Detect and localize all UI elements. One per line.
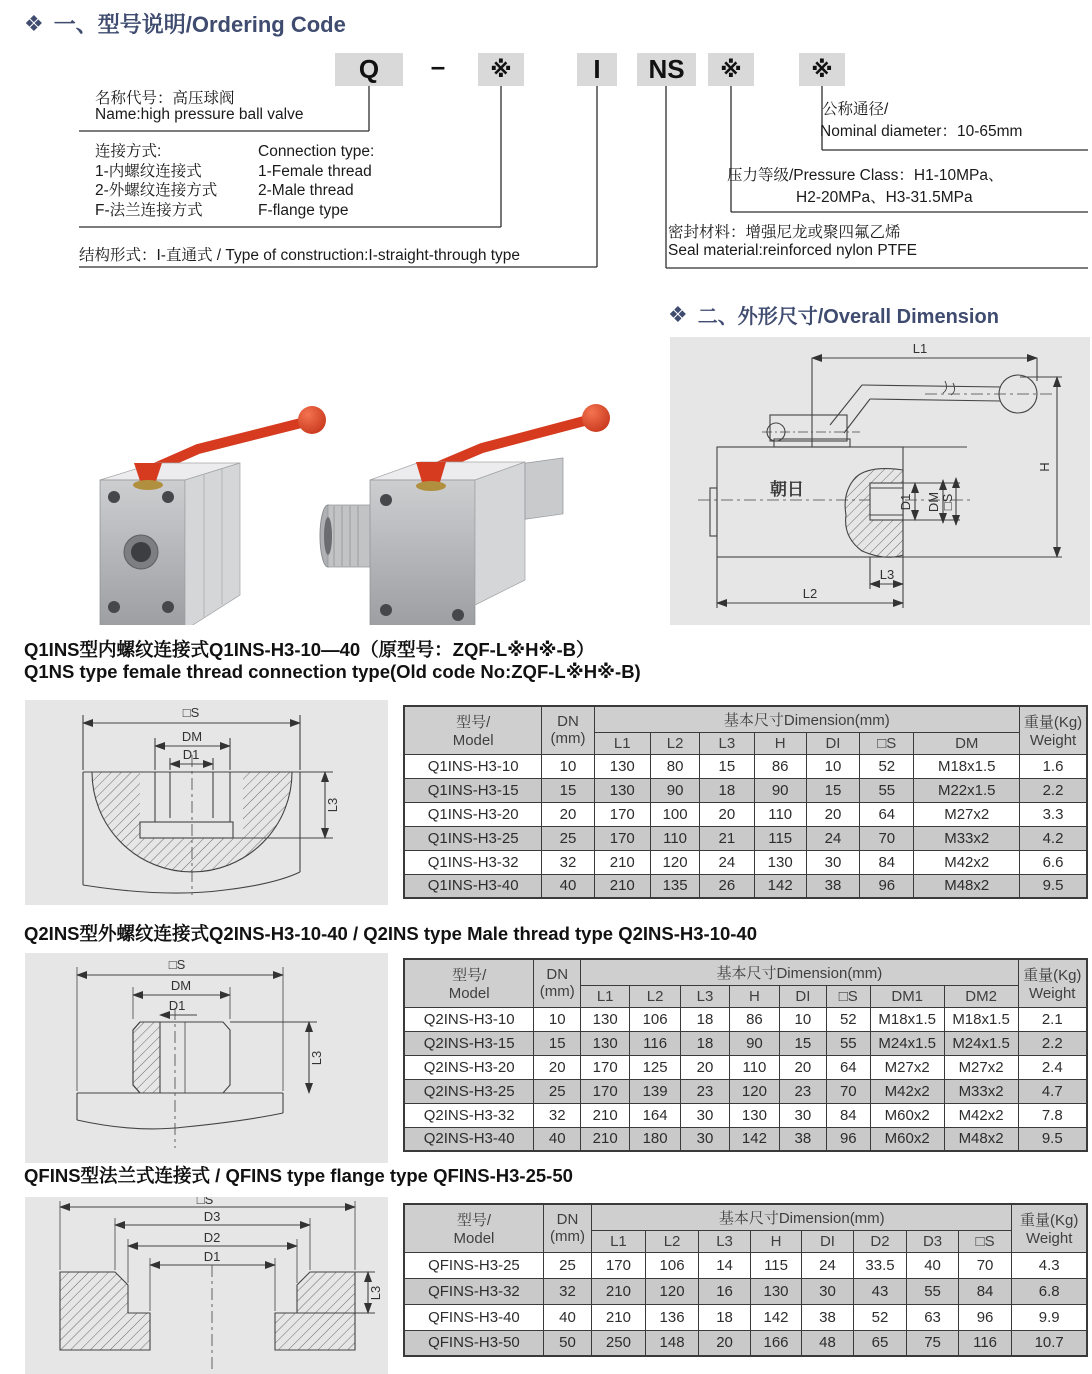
- table-row: [404, 802, 1087, 826]
- connection-list-en: [258, 142, 374, 220]
- name-label-en: Name:high pressure ball valve: [95, 106, 304, 123]
- cell-value: 9.5: [1020, 874, 1087, 898]
- cell-value: 24: [700, 850, 754, 874]
- dim-label-d3: D3: [203, 1209, 221, 1224]
- cell-value: 16: [699, 1278, 750, 1304]
- cell-value: 33.5: [853, 1252, 907, 1278]
- cell-value: 52: [826, 1007, 870, 1031]
- pressure-class-line2: H2-20MPa、H3-31.5MPa: [796, 189, 973, 206]
- header-dim-col: L3: [681, 985, 730, 1007]
- cell-value: 32: [542, 850, 594, 874]
- cell-value: 120: [645, 1278, 699, 1304]
- code-box-star2: ※: [708, 53, 754, 86]
- cell-value: 70: [958, 1252, 1012, 1278]
- cell-value: 142: [729, 1127, 779, 1151]
- qfins-table-grid: [403, 1203, 1088, 1357]
- connection-cn-line: 1-内螺纹连接式: [95, 162, 202, 180]
- cell-value: 170: [594, 802, 650, 826]
- cell-model: Q2INS-H3-20: [404, 1055, 534, 1079]
- cell-value: 110: [650, 826, 699, 850]
- connection-cn-line: F-法兰连接方式: [95, 201, 203, 219]
- cell-value: 40: [543, 1304, 591, 1330]
- cell-value: M27x2: [870, 1055, 944, 1079]
- q1ins-drawing: [25, 700, 388, 905]
- seal-label-cn: 密封材料：增强尼龙或聚四氟乙烯: [668, 224, 901, 241]
- cell-value: 10: [542, 754, 594, 778]
- cell-value: 250: [592, 1330, 646, 1356]
- cell-value: 20: [534, 1055, 581, 1079]
- cell-value: 65: [853, 1330, 907, 1356]
- cell-value: 125: [630, 1055, 681, 1079]
- cell-value: 10.7: [1012, 1330, 1087, 1356]
- dim-label-s: □S: [182, 705, 200, 720]
- cell-value: 52: [860, 754, 914, 778]
- dim-label-s: □S: [940, 493, 955, 511]
- q2ins-table: [403, 958, 1088, 1150]
- cell-value: 116: [958, 1330, 1012, 1356]
- cell-value: 180: [630, 1127, 681, 1151]
- header-dimensions: 基本尺寸Dimension(mm): [581, 959, 1018, 985]
- cell-value: 18: [681, 1031, 730, 1055]
- cell-value: 2.4: [1018, 1055, 1087, 1079]
- header-dim-col: L1: [592, 1230, 646, 1252]
- cell-value: 18: [699, 1304, 750, 1330]
- cell-value: 70: [826, 1079, 870, 1103]
- dim-label-s: □S: [196, 1197, 214, 1207]
- dim-label-d2: D2: [203, 1230, 221, 1245]
- cell-value: 21: [700, 826, 754, 850]
- dim-label-d1: D1: [898, 493, 913, 511]
- code-box-i: I: [577, 53, 617, 86]
- cell-model: Q1INS-H3-15: [404, 778, 542, 802]
- diamond-cluster-icon: ❖: [24, 10, 44, 36]
- cell-value: 130: [754, 850, 806, 874]
- cell-model: QFINS-H3-25: [404, 1252, 543, 1278]
- header-dim-col: H: [729, 985, 779, 1007]
- q1ins-title-en: Q1NS type female thread connection type(Old code No:ZQF-L※H※-B): [24, 661, 641, 682]
- cell-value: M48x2: [944, 1127, 1018, 1151]
- nominal-label-cn: 公称通径/: [822, 101, 889, 118]
- cell-value: 32: [534, 1103, 581, 1127]
- q1ins-drawing-panel: [25, 700, 388, 905]
- cell-value: 30: [802, 1278, 853, 1304]
- cell-value: 139: [630, 1079, 681, 1103]
- cell-value: 170: [581, 1079, 630, 1103]
- cell-value: 55: [907, 1278, 958, 1304]
- header-dimensions: 基本尺寸Dimension(mm): [592, 1204, 1012, 1230]
- header-dim-col: DM1: [870, 985, 944, 1007]
- cell-value: 86: [729, 1007, 779, 1031]
- cell-value: 210: [594, 874, 650, 898]
- header-dimensions: 基本尺寸Dimension(mm): [594, 706, 1019, 732]
- cell-value: 86: [754, 754, 806, 778]
- cell-value: 30: [681, 1103, 730, 1127]
- cell-value: M27x2: [944, 1055, 1018, 1079]
- header-model: 型号/ Model: [404, 959, 534, 1007]
- dim-label-l3: L3: [309, 1050, 324, 1066]
- header-dim-col: D2: [853, 1230, 907, 1252]
- q1ins-table: [403, 705, 1088, 897]
- cell-value: 43: [853, 1278, 907, 1304]
- cell-model: Q1INS-H3-32: [404, 850, 542, 874]
- cell-value: 55: [826, 1031, 870, 1055]
- cell-value: M24x1.5: [944, 1031, 1018, 1055]
- cell-value: 210: [594, 850, 650, 874]
- dim-label-h: H: [1037, 462, 1052, 472]
- header-dn: DN (mm): [542, 706, 594, 754]
- cell-value: 130: [594, 754, 650, 778]
- cell-value: 18: [700, 778, 754, 802]
- code-box-ns: NS: [637, 53, 696, 86]
- dim-label-d1: D1: [168, 998, 186, 1013]
- header-dim-col: L2: [630, 985, 681, 1007]
- cell-value: 40: [907, 1252, 958, 1278]
- header-dim-col: L1: [594, 732, 650, 754]
- cell-value: 10: [806, 754, 859, 778]
- cell-value: 130: [594, 778, 650, 802]
- cell-value: 120: [650, 850, 699, 874]
- cell-value: 63: [907, 1304, 958, 1330]
- cell-value: 55: [860, 778, 914, 802]
- cell-model: Q1INS-H3-40: [404, 874, 542, 898]
- table-row: [404, 874, 1087, 898]
- cell-value: 7.8: [1018, 1103, 1087, 1127]
- dim-label-l2: L2: [802, 586, 818, 601]
- cell-value: 4.3: [1012, 1252, 1087, 1278]
- cell-value: 6.6: [1020, 850, 1087, 874]
- header-weight: 重量(Kg) Weight: [1018, 959, 1087, 1007]
- cell-value: 4.7: [1018, 1079, 1087, 1103]
- cell-value: 10: [534, 1007, 581, 1031]
- cell-value: 90: [729, 1031, 779, 1055]
- header-weight: 重量(Kg) Weight: [1012, 1204, 1087, 1252]
- dim-label-dm: DM: [170, 978, 192, 993]
- brand-mark: 朝日: [770, 480, 804, 499]
- header-model: 型号/ Model: [404, 706, 542, 754]
- connection-cn-line: 2-外螺纹连接方式: [95, 182, 218, 199]
- cell-value: 100: [650, 802, 699, 826]
- header-dim-col: H: [750, 1230, 801, 1252]
- cell-value: 24: [806, 826, 859, 850]
- cell-value: 23: [681, 1079, 730, 1103]
- cell-model: QFINS-H3-50: [404, 1330, 543, 1356]
- cell-value: 25: [534, 1079, 581, 1103]
- cell-value: M60x2: [870, 1103, 944, 1127]
- header-dn: DN (mm): [543, 1204, 591, 1252]
- connection-en-line: F-flange type: [258, 201, 349, 219]
- header-dim-col: L3: [700, 732, 754, 754]
- cell-value: 25: [543, 1252, 591, 1278]
- cell-value: 30: [806, 850, 859, 874]
- header-dim-col: H: [754, 732, 806, 754]
- q2ins-table-grid: [403, 958, 1088, 1152]
- cell-value: 80: [650, 754, 699, 778]
- cell-value: 116: [630, 1031, 681, 1055]
- valve-photo-female-thread: [100, 406, 326, 625]
- cell-value: M33x2: [944, 1079, 1018, 1103]
- dim-label-d1: D1: [182, 747, 200, 762]
- connection-cn-line: 连接方式:: [95, 143, 162, 160]
- dim-label-l3: L3: [325, 797, 340, 813]
- cell-value: 90: [754, 778, 806, 802]
- header-dim-col: L1: [581, 985, 630, 1007]
- seal-label-en: Seal material:reinforced nylon PTFE: [668, 242, 917, 259]
- cell-value: 170: [592, 1252, 646, 1278]
- cell-value: 96: [826, 1127, 870, 1151]
- table-row: [404, 778, 1087, 802]
- header-model: 型号/ Model: [404, 1204, 543, 1252]
- cell-value: M48x2: [914, 874, 1020, 898]
- qfins-drawing: [25, 1197, 388, 1374]
- cell-value: 170: [581, 1055, 630, 1079]
- cell-value: M22x1.5: [914, 778, 1020, 802]
- cell-value: 30: [779, 1103, 826, 1127]
- cell-value: 130: [750, 1278, 801, 1304]
- q2ins-drawing: [25, 953, 388, 1163]
- connection-en-line: 2-Male thread: [258, 182, 354, 199]
- cell-value: 15: [779, 1031, 826, 1055]
- table-row: [404, 1007, 1087, 1031]
- header-dim-col: DI: [802, 1230, 853, 1252]
- cell-value: 142: [750, 1304, 801, 1330]
- header-dim-col: L3: [699, 1230, 750, 1252]
- qfins-table: [403, 1203, 1088, 1355]
- overall-dimension-panel: [670, 337, 1090, 625]
- cell-value: 52: [853, 1304, 907, 1330]
- section2-title-text: 二、外形尺寸/Overall Dimension: [697, 306, 999, 328]
- code-box-star3: ※: [799, 53, 845, 86]
- connection-en-line: Connection type:: [258, 143, 375, 160]
- cell-value: 64: [826, 1055, 870, 1079]
- cell-value: 120: [729, 1079, 779, 1103]
- cell-value: 20: [806, 802, 859, 826]
- cell-value: 84: [826, 1103, 870, 1127]
- cell-value: 210: [592, 1304, 646, 1330]
- cell-value: 170: [594, 826, 650, 850]
- cell-value: 1.6: [1020, 754, 1087, 778]
- cell-value: 148: [645, 1330, 699, 1356]
- cell-value: M18x1.5: [870, 1007, 944, 1031]
- cell-value: 96: [860, 874, 914, 898]
- cell-value: 38: [779, 1127, 826, 1151]
- q2ins-drawing-panel: [25, 953, 388, 1163]
- name-label-cn: 名称代号：高压球阀: [95, 90, 235, 107]
- code-box-star1: ※: [478, 53, 524, 86]
- table-row: [404, 1127, 1087, 1151]
- q1ins-table-grid: [403, 705, 1088, 899]
- cell-value: M42x2: [944, 1103, 1018, 1127]
- cell-value: 70: [860, 826, 914, 850]
- cell-value: 48: [802, 1330, 853, 1356]
- cell-value: 20: [681, 1055, 730, 1079]
- cell-value: 50: [543, 1330, 591, 1356]
- cell-model: Q2INS-H3-10: [404, 1007, 534, 1031]
- cell-value: 75: [907, 1330, 958, 1356]
- cell-model: Q1INS-H3-25: [404, 826, 542, 850]
- cell-model: QFINS-H3-32: [404, 1278, 543, 1304]
- construction-label: 结构形式：I-直通式 / Type of construction:I-straight-through type: [79, 247, 521, 264]
- table-row: [404, 1079, 1087, 1103]
- cell-value: 15: [534, 1031, 581, 1055]
- cell-value: 15: [806, 778, 859, 802]
- dim-label-s: □S: [168, 957, 186, 972]
- cell-value: 135: [650, 874, 699, 898]
- table-row: [404, 1055, 1087, 1079]
- code-separator: –: [430, 51, 446, 81]
- qfins-title: QFINS型法兰式连接式 / QFINS type flange type QFINS-H3-25-50: [24, 1165, 573, 1186]
- q1ins-title-cn: Q1INS型内螺纹连接式Q1INS-H3-10—40（原型号：ZQF-L※H※-B）: [24, 639, 595, 660]
- table-row: [404, 850, 1087, 874]
- dim-label-l3: L3: [368, 1285, 383, 1301]
- cell-model: Q1INS-H3-20: [404, 802, 542, 826]
- cell-value: 210: [581, 1127, 630, 1151]
- table-row: [404, 1304, 1087, 1330]
- table-row: [404, 1278, 1087, 1304]
- cell-value: 106: [630, 1007, 681, 1031]
- cell-value: 30: [681, 1127, 730, 1151]
- cell-value: 110: [754, 802, 806, 826]
- cell-value: 2.2: [1020, 778, 1087, 802]
- cell-value: 164: [630, 1103, 681, 1127]
- cell-value: M27x2: [914, 802, 1020, 826]
- cell-value: 32: [543, 1278, 591, 1304]
- overall-dimension-drawing: [670, 337, 1090, 625]
- cell-value: M24x1.5: [870, 1031, 944, 1055]
- cell-model: Q2INS-H3-40: [404, 1127, 534, 1151]
- cell-value: 84: [860, 850, 914, 874]
- code-box-q: Q: [335, 53, 403, 86]
- header-dim-col: L2: [650, 732, 699, 754]
- cell-model: QFINS-H3-40: [404, 1304, 543, 1330]
- product-photos: [25, 335, 665, 625]
- qfins-drawing-panel: [25, 1197, 388, 1374]
- cell-value: 136: [645, 1304, 699, 1330]
- header-dim-col: □S: [958, 1230, 1012, 1252]
- cell-value: M42x2: [914, 850, 1020, 874]
- section2-title: [668, 300, 999, 329]
- dim-label-dm: DM: [181, 729, 203, 744]
- cell-value: 210: [581, 1103, 630, 1127]
- cell-value: 2.1: [1018, 1007, 1087, 1031]
- header-dim-col: DI: [806, 732, 859, 754]
- cell-value: 142: [754, 874, 806, 898]
- cell-value: M18x1.5: [914, 754, 1020, 778]
- cell-value: 3.3: [1020, 802, 1087, 826]
- header-weight: 重量(Kg) Weight: [1020, 706, 1087, 754]
- cell-value: 115: [750, 1252, 801, 1278]
- dim-label-dm: DM: [926, 491, 941, 513]
- cell-value: 26: [700, 874, 754, 898]
- header-dim-col: L2: [645, 1230, 699, 1252]
- dim-label-d1: D1: [203, 1249, 221, 1264]
- header-dim-col: D3: [907, 1230, 958, 1252]
- cell-value: 130: [581, 1031, 630, 1055]
- cell-value: 110: [729, 1055, 779, 1079]
- pressure-class-line1: 压力等级/Pressure Class：H1-10MPa、: [727, 167, 1004, 184]
- cell-value: 20: [700, 802, 754, 826]
- cell-value: 14: [699, 1252, 750, 1278]
- dim-label-l1: L1: [912, 341, 928, 356]
- connection-en-line: 1-Female thread: [258, 162, 372, 180]
- cell-value: 96: [958, 1304, 1012, 1330]
- cell-value: 18: [681, 1007, 730, 1031]
- cell-value: 20: [779, 1055, 826, 1079]
- nominal-label-en: Nominal diameter：10-65mm: [820, 123, 1023, 140]
- header-dim-col: DM: [914, 732, 1020, 754]
- cell-model: Q2INS-H3-15: [404, 1031, 534, 1055]
- cell-value: 9.9: [1012, 1304, 1087, 1330]
- cell-value: 106: [645, 1252, 699, 1278]
- table-row: [404, 1330, 1087, 1356]
- cell-value: 4.2: [1020, 826, 1087, 850]
- cell-value: 40: [534, 1127, 581, 1151]
- cell-value: 166: [750, 1330, 801, 1356]
- table-row: [404, 1031, 1087, 1055]
- cell-value: 210: [592, 1278, 646, 1304]
- dim-label-l3: L3: [879, 567, 895, 582]
- cell-value: 24: [802, 1252, 853, 1278]
- cell-value: 130: [581, 1007, 630, 1031]
- cell-value: 84: [958, 1278, 1012, 1304]
- header-dim-col: DI: [779, 985, 826, 1007]
- table-row: [404, 1252, 1087, 1278]
- cell-value: 40: [542, 874, 594, 898]
- valve-photo-male-thread: [320, 404, 610, 625]
- cell-value: M60x2: [870, 1127, 944, 1151]
- cell-value: 25: [542, 826, 594, 850]
- table-row: [404, 754, 1087, 778]
- cell-value: 130: [729, 1103, 779, 1127]
- cell-model: Q1INS-H3-10: [404, 754, 542, 778]
- cell-value: 2.2: [1018, 1031, 1087, 1055]
- cell-value: 15: [542, 778, 594, 802]
- cell-value: 6.8: [1012, 1278, 1087, 1304]
- cell-value: 64: [860, 802, 914, 826]
- cell-value: M33x2: [914, 826, 1020, 850]
- diamond-cluster-icon: ❖: [668, 301, 688, 327]
- cell-value: 9.5: [1018, 1127, 1087, 1151]
- header-dim-col: DM2: [944, 985, 1018, 1007]
- cell-model: Q2INS-H3-25: [404, 1079, 534, 1103]
- cell-value: 90: [650, 778, 699, 802]
- cell-value: 20: [542, 802, 594, 826]
- cell-value: 23: [779, 1079, 826, 1103]
- cell-value: 115: [754, 826, 806, 850]
- cell-value: 15: [700, 754, 754, 778]
- cell-value: 20: [699, 1330, 750, 1356]
- table-row: [404, 826, 1087, 850]
- cell-value: 38: [802, 1304, 853, 1330]
- header-dim-col: □S: [826, 985, 870, 1007]
- connection-list-cn: [95, 142, 217, 220]
- section1-title-text: 一、型号说明/Ordering Code: [53, 12, 346, 37]
- cell-value: 38: [806, 874, 859, 898]
- table-row: [404, 1103, 1087, 1127]
- cell-value: M18x1.5: [944, 1007, 1018, 1031]
- cell-value: M42x2: [870, 1079, 944, 1103]
- cell-model: Q2INS-H3-32: [404, 1103, 534, 1127]
- cell-value: 10: [779, 1007, 826, 1031]
- header-dn: DN (mm): [534, 959, 581, 1007]
- q2ins-title: Q2INS型外螺纹连接式Q2INS-H3-10-40 / Q2INS type Male thread type Q2INS-H3-10-40: [24, 923, 758, 944]
- header-dim-col: □S: [860, 732, 914, 754]
